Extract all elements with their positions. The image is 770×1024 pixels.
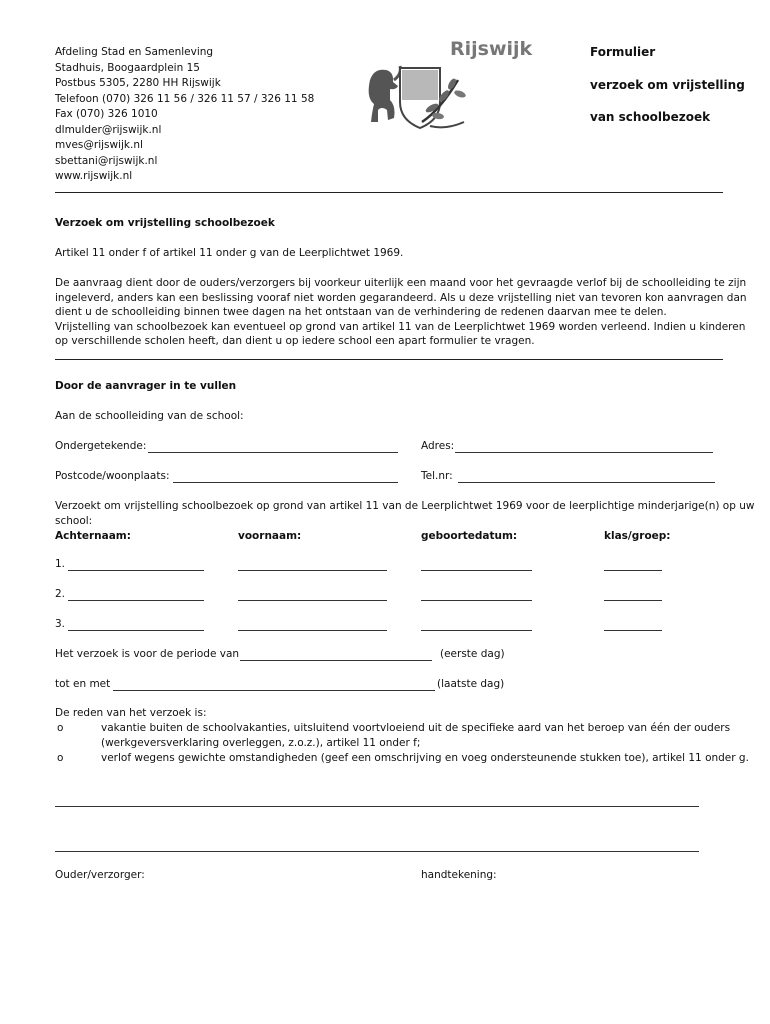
parent-label: Ouder/verzorger: xyxy=(55,869,145,881)
form-title-line-2: verzoek om vrijstelling xyxy=(590,78,745,92)
period-label: Het verzoek is voor de periode van xyxy=(55,648,240,660)
birthdate-field[interactable] xyxy=(421,600,532,601)
email-line[interactable]: mves@rijswijk.nl xyxy=(55,139,143,151)
address-line: Afdeling Stad en Samenleving xyxy=(55,46,214,58)
school-label: Aan de schoolleiding van de school: xyxy=(55,410,244,422)
paragraph-line: Vrijstelling van schoolbezoek kan eventueel op grond van artikel 11 van de Leerplichtwet 1969 worden verleend. Indien u kinderen xyxy=(55,320,746,333)
website-link[interactable]: www.rijswijk.nl xyxy=(55,170,133,182)
first-day-note: (eerste dag) xyxy=(440,648,505,660)
intro-paragraph xyxy=(55,276,755,349)
form-title-line-3: van schoolbezoek xyxy=(590,110,711,124)
form-heading: Door de aanvrager in te vullen xyxy=(55,380,237,392)
paragraph-line: ingeleverd, anders kan een beslissing vooraf niet worden gegarandeerd. Als u deze vrijstelling niet van tevoren kon aanvragen dan xyxy=(55,291,747,304)
request-text-line: Verzoekt om vrijstelling schoolbezoek op grond van artikel 11 van de Leerplichtwet 1969 voor de leerplichtige minderjarige(n) op uw xyxy=(55,500,755,512)
reason-label: De reden van het verzoek is: xyxy=(55,707,207,719)
request-text-line: school: xyxy=(55,515,93,527)
radio-option-circumstances[interactable]: o xyxy=(57,752,64,764)
column-header-class: klas/groep: xyxy=(604,530,671,542)
paragraph-line: dient u de schoolleiding binnen twee dagen na het ontstaan van de verhindering de redenen daarvan mee te delen. xyxy=(55,306,667,319)
paragraph-line: De aanvraag dient door de ouders/verzorgers bij voorkeur uiterlijk een maand voor het gevraagde verlof bij de schoolleiding te zijn xyxy=(55,277,747,289)
intro-article: Artikel 11 onder f of artikel 11 onder g van de Leerplichtwet 1969. xyxy=(55,247,404,259)
surname-field[interactable] xyxy=(68,600,204,601)
address-line: Postbus 5305, 2280 HH Rijswijk xyxy=(55,77,221,89)
last-day-note: (laatste dag) xyxy=(437,678,505,690)
class-field[interactable] xyxy=(604,630,662,631)
class-field[interactable] xyxy=(604,570,662,571)
birthdate-field[interactable] xyxy=(421,570,532,571)
address-field[interactable] xyxy=(455,452,713,453)
column-header-firstname: voornaam: xyxy=(238,530,302,542)
form-title-line-1: Formulier xyxy=(590,45,656,59)
option-text-line: (werkgeversverklaring overleggen, z.o.z.), artikel 11 onder f; xyxy=(101,737,421,749)
explanation-field[interactable] xyxy=(55,806,699,807)
column-header-surname: Achternaam: xyxy=(55,530,131,542)
row-number: 3. xyxy=(55,618,66,630)
address-line: Fax (070) 326 1010 xyxy=(55,108,158,120)
undersigned-label: Ondergetekende: xyxy=(55,440,147,452)
column-header-birthdate: geboortedatum: xyxy=(421,530,518,542)
postcode-label: Postcode/woonplaats: xyxy=(55,470,170,482)
address-line: Telefoon (070) 326 11 56 / 326 11 57 / 326 11 58 xyxy=(55,92,315,105)
firstname-field[interactable] xyxy=(238,570,387,571)
class-field[interactable] xyxy=(604,600,662,601)
address-block xyxy=(55,45,314,185)
option-text-line: verlof wegens gewichte omstandigheden (geef een omschrijving en voeg ondersteunende stukken toe), artikel 11 onder g. xyxy=(101,752,749,764)
phone-label: Tel.nr: xyxy=(421,470,453,482)
radio-option-vacation[interactable]: o xyxy=(57,722,64,734)
undersigned-field[interactable] xyxy=(148,452,398,453)
email-line[interactable]: dlmulder@rijswijk.nl xyxy=(55,123,162,136)
firstname-field[interactable] xyxy=(238,630,387,631)
surname-field[interactable] xyxy=(68,570,204,571)
first-day-field[interactable] xyxy=(240,660,432,661)
until-label: tot en met xyxy=(55,678,111,690)
postcode-field[interactable] xyxy=(173,482,398,483)
coat-of-arms-logo xyxy=(360,60,475,135)
phone-field[interactable] xyxy=(458,482,715,483)
address-label: Adres: xyxy=(421,440,455,452)
paragraph-line: op verschillende scholen heeft, dan dient u op iedere school een apart formulier te vragen. xyxy=(55,335,535,348)
option-text-line: vakantie buiten de schoolvakanties, uitsluitend voortvloeiend uit de specifieke aard van het beroep van één der ouders xyxy=(101,722,731,734)
divider xyxy=(55,359,723,360)
signature-label: handtekening: xyxy=(421,869,497,881)
birthdate-field[interactable] xyxy=(421,630,532,631)
email-line[interactable]: sbettani@rijswijk.nl xyxy=(55,154,158,167)
explanation-field[interactable] xyxy=(55,851,699,852)
row-number: 2. xyxy=(55,588,66,600)
row-number: 1. xyxy=(55,558,66,570)
firstname-field[interactable] xyxy=(238,600,387,601)
surname-field[interactable] xyxy=(68,630,204,631)
last-day-field[interactable] xyxy=(113,690,435,691)
logo-wordmark: Rijswijk xyxy=(450,38,533,60)
intro-heading: Verzoek om vrijstelling schoolbezoek xyxy=(55,217,275,229)
divider xyxy=(55,192,723,193)
address-line: Stadhuis, Boogaardplein 15 xyxy=(55,61,200,74)
